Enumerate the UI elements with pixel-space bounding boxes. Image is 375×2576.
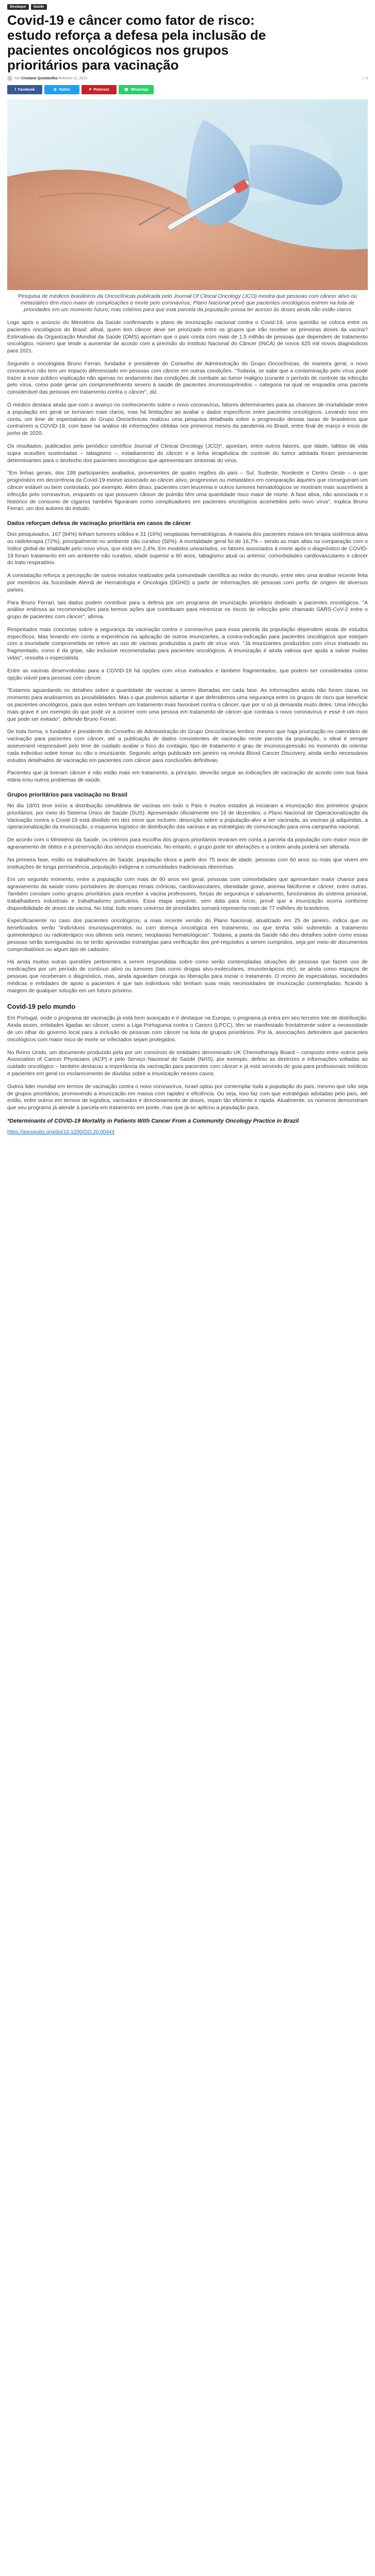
paragraph: "Estamos aguardando os detalhes sobre a quantidade de vacinas a serem liberadas em cada fase. As informações ainda não foram claras no momento para analisarmos as possibilidades. Mas o que podemos adiantar é que defendemos uma segurança entre os grupos de risco que beneficie os pacientes oncológicos, para que estes tenham um tratamento mais favorável contra o câncer, que por si só já demanda muito deles. Uma infecção mais grave é um exemplo do que pode vir a ocorrer com uma pessoa em tratamento de câncer que contraia o novo coronavírus e esse é um risco que pode ser evitado", defende Bruno Ferrari. (7, 687, 368, 722)
author-name[interactable]: Cristiane Quintanilha (21, 76, 58, 80)
article-body (7, 319, 368, 1136)
section-heading: Dados reforçam defesa de vacinação prioritária em casos de câncer (7, 520, 191, 527)
hero-image (7, 99, 368, 290)
section-heading: Grupos prioritários para vacinação no Brasil (7, 792, 127, 799)
paragraph: "Em linhas gerais, dos 198 participantes avaliados, provenientes de quatro regiões do país – Sul, Sudeste, Nordeste e Centro Oeste – o que prognóstico em decorrência da Covid-19 esteve associado ao câncer ativo, progressivo ou metastático em comparação àqueles que conseguiram um câncer estável ou bem controlado, por exemplo. Além disso, pacientes com leucemia e outros tumores hematológicos se mostram mais suscetíveis à infecção pelo coronavírus, enquanto os que possuem câncer de pulmão têm uma quantidade risco maior de morte. A fase ativa, não associada e o histórico de consumo de cigarros também figuraram como complicadores em pacientes oncológicos acometidos pelo novo vírus", explica Bruno Ferrari, um dos autores do estudo. (7, 470, 368, 512)
paragraph: Outros lider mundial em termos de vacinação contra o novo coronavírus, Israel optou por contemplar toda a população do país, mesmo que não seja de grupos prioritários, promovendo a imunização em massa com rapidez e eficiência. Ou seja, isso faz com que estratégias adotadas pelo país, até então, entre outros em termos de logística, vacinados e direcionamento de doses, sejam tão eficiente e rápida. Atualmente, os números demonstram que seu programa já atende à parcela em tratamento em ponte, mas que já se aplicou a população para. (7, 1083, 368, 1111)
paragraph: Entre as vacinas desenvolvidas para a COVID-19 há opções com vírus inativados e também fragmentados, que podem ser consideradas como opção viável para pessoas com câncer. (7, 667, 368, 681)
comment-count[interactable]: 0 (366, 76, 368, 80)
whatsapp-icon: ☎ (124, 88, 129, 92)
paragraph: O médico destaca ainda que com o avanço no conhecimento sobre o novo coronavírus, fatores determinantes para as chances de mortalidade entre a população em geral se tornaram mais claros, mas há limitações ao avaliar o dados específicos entre pacientes oncológicos. Levando isso em conta, um time de especialistas do Grupo Oncoclínicas realizou uma pesquisa detalhada sobre a progressão dessas taxas de brasileiros que contraírem a COVID-19, com base na análise de informações obtidas nos primeiros meses da pandemia no Brasil, entre final de março e início de junho de 2020. (7, 401, 368, 437)
paragraph: Segundo o oncologista Bruno Ferrari, fundador e presidente do Conselho de Administração do Grupo Oncoclínicas, de maneira geral, o novo coronavírus não tem um impacto diferenciado em pessoas com câncer em outras condições. "Todavia, se sabe que a contaminação pelo vírus pode trazer a esse público implicação não apenas no andamento das condições de combate ao tumor maligno (curante o período de controle da infecção pelo vírus, como pode gerar um comprometimento severo à saúde de pacientes imunossuprimidos – categoria na qual se enquadra uma parcela considerável das pessoas em tratamento contra o câncer", diz. (7, 360, 368, 396)
author-avatar (7, 76, 12, 81)
comment-icon[interactable]: □ (362, 76, 365, 80)
paragraph: De toda forma, o fundador e presidente do Conselho de Administração do Grupo Oncoclínicas lembra: mesmo que haja priorização no calendário de vacinação para pacientes com câncer, até a publicação de dados consistentes de vacinação neste parcela da população, o ideal é sempre asseverarel responsável pelo time de cuidado avaliar o foco do contágio, tipo de tratamento e grau de imunossupressão no momento do orientar cada indivíduo sobre tomar ou não o imunizante. Segundo artigo publicado em janeiro na revista Blood Cancer Discovery, ainda serão necessários estudos detalhados de vacinação em pacientes com câncer para conclusões definitivas. (7, 728, 368, 764)
paragraph: Em Portugal, onde o programa de vacinação já está bem avançado e é destaque na Europa, o programa já entra em seu terceiro lote de distribuição. Ainda assim, entidades ligadas ao câncer, como a Liga Portuguesa contra o Cancro (LPCC), têm se manifestado frontalmente sobre a necessidade de um olhar do governo local para a inclusão de pessoas com câncer na lista de grupos prioritários. Por lá, associações defendem que pacientes oncológicos com maior risco de morte se infectados sejam protegidos. (7, 1015, 368, 1043)
paragraph: No Reino Unido, um documento produzido pela por um consórcio de entidades denominado UK Chemotherapy Board – composto entre outros pela Association of Cancer Physicians (ACP) e pelo Serviço Nacional de Saúde (NHS), por exemplo, definiu as diretrizes e informações voltadas ao cuidado oncológico – também destacou a importância da vacinação para pacientes com câncer e já está servindo de guia para profissionais médicos e pacientes em geral no esclarecimento de dúvidas sobre a imunização nesses casos. (7, 1049, 368, 1077)
facebook-icon: f (14, 88, 16, 92)
publish-date: fevereiro 11, 2021 (58, 76, 88, 80)
paragraph: Logo após o anúncio do Ministério da Saúde confirmando o plano de imunização nacional contra o Covid-19, uma questão se coloca entre os pacientes oncológicos do Brasil: afinal, quem tem câncer deve ser priorizado entre os grupos que irão receber as primeiras doses da vacina? Estimativas da Organização Mundial da Saúde (OMS) apontam que o país conta com mais de 1,5 milhão de pessoas que dependem de tratamento oncológico, número que tende a aumentar de acordo com a previsão do Instituto Nacional do Câncer (INCA) de novos 625 mil novos diagnósticos para 2021. (7, 319, 368, 354)
pinterest-icon: P (89, 88, 92, 92)
paragraph: De acordo com o Ministério da Saúde, os critérios para escolha dos grupos prioritários levaram em conta a parcela da população com maior risco de agravamento de óbitos e a preservação dos serviços essenciais. No entanto, o grupo pode ter alterações e a ordem ainda poderá ser alterada. (7, 837, 368, 851)
paragraph: Na primeira fase, estão os trabalhadores de Saúde, população idosa a partir dos 75 anos de idade, pessoas com 60 anos ou mais que vivem em instituições de longa permanência, população indígena e comunidades tradicionais ribeirinhas. (7, 856, 368, 870)
paragraph: Há ainda muitas outras questões pertinentes a serem respondidas sobre como serão contempladas situações de pessoas que fazem uso de medicações por um período de contínuo ativo ou tumores (tais como drogas alvo-moleculares, imunoterápicos etc), se ainda como espaços de pessoas que receberam o diagnóstico, mas, ainda aguardam cirurgia ou liberação para iniciar o tratamento. O receio de especialistas, sociedades médicas e entidades de apoio a pacientes é que tais indivíduos não tenham suas reais necessidades de imunização contempladas, ficando à margem de qualquer solução em um futuro próximo. (7, 959, 368, 994)
share-facebook-button[interactable]: f Facebook (7, 85, 42, 94)
reference-link[interactable]: https://ascopubs.org/doi/10.1200/GO.20.00444 (7, 1129, 115, 1135)
byline (7, 76, 368, 81)
twitter-icon: ✿ (53, 88, 57, 92)
share-bar (7, 85, 368, 94)
image-caption: Pesquisa de médicos brasileiros da Oncoclínicas publicada pelo Journal Of Clincal Oncology (JCO) mostra que pessoas com câncer ativo ou metastático têm risco maior de complicações e morte pelo coronavírus; Plano Nacional prevê que pacientes oncológicos entrem na lista de prioridades em um momento futuro; mas critérios para que esta parcela da população possa ter acesso às doses ainda não estão claros (18, 293, 357, 313)
paragraph: Especificamente no caso dos pacientes oncológicos, a mais recente versão do Plano Nacional, atualizado em 25 de janeiro, indica que os beneficiados serão "indivíduos imunossuprimidos ou com doença oncológica em tratamento, ou que tenha sido submetido a tratamento quimioterápico ou radioterápico nos últimos seis meses; neoplasias hematológicas". Todavia, a pasta da Saúde não deu detalhes sobre como essas pessoas serão averiguadas ou se terão aprovadas estratégias para verificação dos pré-requisitos a serem cumpridos, seja por meio de documentos comprobatórios ou algum tipo de cadastro. (7, 918, 368, 953)
paragraph: Dos pesquisados, 167 (84%) tinham tumores sólidos e 31 (16%) neoplasias hematológicas. A maioria dos pacientes estava em terapia sistêmica ativa ou radioterapia (72%), principalmente no ambiente não curativo (58%). A mortalidade geral foi de 16,7% – sendo as mais altas na comparação com o índice global de letalidade pelo novo vírus, que está em 2,4%. Em modelos univariados, os fatores associados à morte após o diagnóstico de COVID-19 foram tratamento em um ambiente não curativo, idade superior a 60 anos, tabagismo atual ou anterior, comorbidades cardiovasculares e câncer do trato respiratório. (7, 531, 368, 566)
byline-prefix: Por (14, 76, 20, 80)
article-title: Covid-19 e câncer como fator de risco: estudo reforça a defesa pela inclusão de pacientes oncológicos nos grupos prioritários para vacinação (7, 12, 266, 73)
paragraph: Os resultados, publicados pelo periódico científico Journal of Clinical Oncology (JCO)*, apontam, entre outros fatores, que idade, tabtiso de vida supra ocasiões sustentadas – tabagismo –, estadiamento do câncer e a linha terapêutica de controle do tumor adotada foram previamente determinantes para o desfecho dos pacientes oncológicos que apresentaram sintomas do vírus. (7, 443, 368, 464)
vaccination-photo (7, 99, 368, 290)
article-page (0, 0, 375, 1146)
tag-destaque[interactable]: Destaque (7, 4, 29, 10)
paragraph: Respeitados mais concretas sobre a segurança da vacinação contra o coronavírus para essa parcela da população dependem ainda de estudos específicos. Mas levando em conta a experiência na aplicação de outros imunizantes, a contra-indicação para pacientes oncológicos que estejam com a imunidade comprometida se refere ao uso de vacinas produzidas a partir de vírus vivo. "Já imunizantes produzidos com vírus inativado ou fragmentado, como é da gripe, são inclusive recomendadas para pacientes oncológicos. A imunização é ainda valiosa que ajuda a salvar muitas vidas", ressalta o especialista. (7, 626, 368, 662)
share-twitter-button[interactable]: ✿ Twitter (44, 85, 79, 94)
category-tags (7, 4, 368, 10)
paragraph: Pacientes que já tiveram câncer e não estão mais em tratamento, a princípio, deverão seguir as indicações de vacinação de acordo com sua faixa etária e/ou outros problemas de saúde. (7, 770, 368, 784)
reference-title: *Determinants of COVID-19 Mortality in Patients With Cancer From a Community Oncology Practice in Brazil (7, 1117, 299, 1124)
paragraph: Para Bruno Ferrari, tais dados podem contribuir para a defesa por um programa de imunização prioritário dedicado a pacientes oncológicos. "A análise endossa as recomendações para termos ações que contribuam para minimizar os riscos de infecção pelo chamado SARS-CoV-2 entre o grupo de pacientes com câncer", afirma. (7, 599, 368, 620)
paragraph: Em um segundo momento, entre a população com mais de 60 anos em geral, pessoas com comorbidades que apresentam maior chance para agravamento da saúde como portadores de doenças renais crônicas, cardiovasculares, obesidade grave, anemia falciforme e câncer, entre outras. Também constam como grupos prioritários para receber a vacina professores, forças de segurança e salvamento, funcionários do sistema prisional, trabalhadores industriais e trabalhadores portuários. Essa etapa seguinte, sem data para início, prevê que a imunização ocorra conforme disponibilidade de doses da vacina. No total, todo esses universo de prioridades somará representa mais de 77 milhões de brasileiros. (7, 876, 368, 911)
paragraph: No dia 18/01 teve início a distribuição simultânea de vacinas em todo o País e muitos estados já iniciaram a imunização dos primeiros grupos prioritários, por meio do Sistema Único de Saúde (SUS). Apresentado oficialmente em 16 de dezembro, o Plano Nacional de Operacionalização da Vacinação contra a Covid-19 está dividido em dez eixos que incluem: descrição sobre a população-alvo a ser vacinada, as vacinas já adquiridas, a operacionalização da imunização, o esquema logístico de distribuição das vacinas e as estratégias de comunicação para uma campanha nacional. (7, 803, 368, 831)
share-pinterest-button[interactable]: P Pinterest (81, 85, 117, 94)
share-whatsapp-button[interactable]: ☎ WhatsApp (119, 85, 154, 94)
section-heading-large: Covid-19 pelo mundo (7, 1003, 76, 1011)
paragraph: A constatação reforça a percepção de outros estudos realizados pela comunidade científica ao redor do mundo, entre eles uma análise recente feita por membros da Sociedade Alemã de Hematologia e Oncologia (DGHO) a partir de informações de pessoas com perfis de origem de diversos países. (7, 572, 368, 593)
tag-saude[interactable]: Saúde (31, 4, 47, 10)
